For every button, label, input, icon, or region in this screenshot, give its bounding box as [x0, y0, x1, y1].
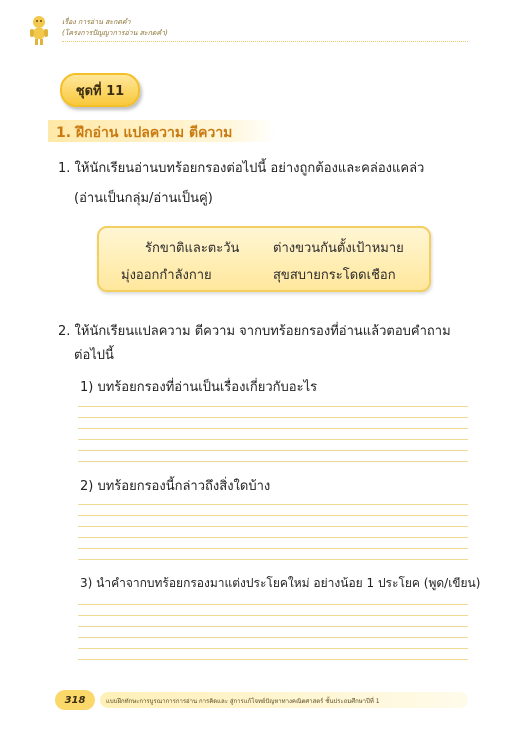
sub-question-3: 3) นำคำจากบทร้อยกรองมาแต่งประโยคใหม่ อย่างน้อย 1 ประโยค (พูด/เขียน): [80, 576, 481, 590]
sub-question-2: 2) บทร้อยกรองนี้กล่าวถึงสิ่งใดบ้าง: [80, 479, 271, 494]
answer-line[interactable]: [78, 439, 468, 440]
answer-line[interactable]: [78, 504, 468, 505]
question-2-text: 2. ให้นักเรียนแปลความ ตีความ จากบทร้อยกรองที่อ่านแล้วตอบคำถาม: [58, 324, 451, 339]
answer-line[interactable]: [78, 428, 468, 429]
answer-line[interactable]: [78, 648, 468, 649]
answer-line[interactable]: [78, 461, 468, 462]
question-1-subtext: (อ่านเป็นกลุ่ม/อ่านเป็นคู่): [74, 191, 213, 206]
question-1: [58, 157, 424, 208]
header-subtitle: (โครงการปัญญาการอ่าน สะกดคำ): [62, 29, 168, 37]
mascot-logo-icon: [28, 14, 50, 46]
answer-line[interactable]: [78, 417, 468, 418]
answer-line[interactable]: [78, 515, 468, 516]
answer-line[interactable]: [78, 615, 468, 616]
answer-line[interactable]: [78, 659, 468, 660]
answer-line[interactable]: [78, 559, 468, 560]
footer-text: แบบฝึกทักษะการบูรณาการการอ่าน การคิดและ สู่การแก้โจทย์ปัญหาทางคณิตศาสตร์ ชั้นประถมศึกษาปีที่ 1: [106, 698, 380, 705]
answer-line[interactable]: [78, 450, 468, 451]
page-number: 318: [55, 690, 95, 710]
answer-line[interactable]: [78, 406, 468, 407]
header-title: เรื่อง การอ่าน สะกดคำ: [62, 18, 131, 26]
question-2: [58, 320, 451, 368]
poem-box: [97, 226, 431, 292]
question-1-text: 1. ให้นักเรียนอ่านบทร้อยกรองต่อไปนี้ อย่างถูกต้องและคล่องแคล่ว: [58, 161, 425, 176]
answer-line[interactable]: [78, 537, 468, 538]
answer-line[interactable]: [78, 526, 468, 527]
poem-line-1b: ต่างขวนกันตั้งเป้าหมาย: [273, 241, 404, 256]
question-2-continuation: ต่อไปนี้: [74, 348, 114, 363]
header-divider: [62, 41, 468, 42]
poem-line-2b: สุขสบายกระโดดเชือก: [273, 268, 396, 283]
answer-line[interactable]: [78, 626, 468, 627]
poem-line-2a: มุ่งออกกำลังกาย: [121, 268, 212, 283]
answer-line[interactable]: [78, 637, 468, 638]
set-label-badge: ชุดที่ 11: [60, 73, 140, 107]
poem-line-1a: รักขาติและตะวัน: [145, 241, 240, 256]
answer-line[interactable]: [78, 604, 468, 605]
answer-line[interactable]: [78, 548, 468, 549]
section-title: 1. ฝึกอ่าน แปลความ ตีความ: [56, 125, 233, 141]
sub-question-1: 1) บทร้อยกรองที่อ่านเป็นเรื่องเกี่ยวกับอะไร: [80, 380, 318, 395]
